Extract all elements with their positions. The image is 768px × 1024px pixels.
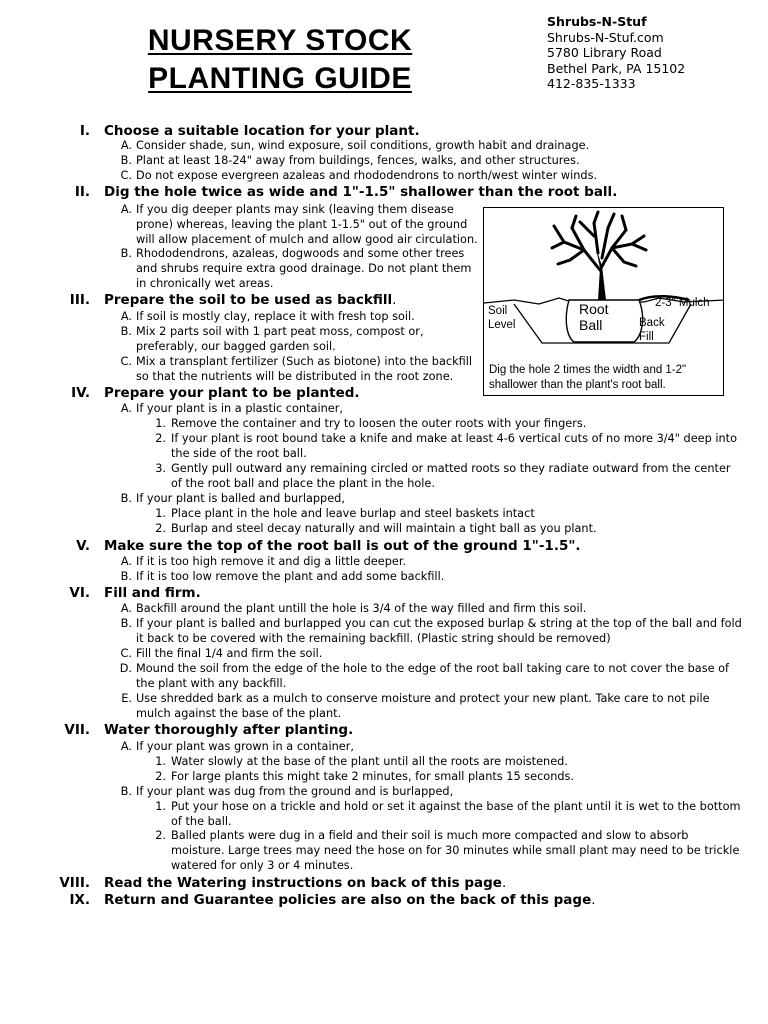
item-text: Consider shade, sun, wind exposure, soil conditions, growth habit and drainage. bbox=[136, 139, 590, 152]
item-text: Water slowly at the base of the plant until all the roots are moistened. bbox=[171, 755, 568, 768]
item-text: prone) whereas, leaving the plant 1-1.5" out of the ground bbox=[136, 218, 468, 231]
company-address: 5780 Library Road bbox=[547, 45, 662, 60]
item-marker: A. bbox=[120, 139, 132, 152]
item-marker: 1. bbox=[155, 755, 166, 768]
section-title: Choose a suitable location for your plant. bbox=[104, 123, 420, 139]
item-text: will allow placement of mulch and allow good air circulation. bbox=[136, 233, 478, 246]
section-number: III. bbox=[69, 292, 90, 308]
item-text: If it is too high remove it and dig a little deeper. bbox=[136, 555, 407, 568]
mulch-label: 2-3" Mulch bbox=[655, 297, 710, 309]
item-text: Do not expose evergreen azaleas and rhododendrons to north/west winter winds. bbox=[136, 169, 598, 182]
title-line-1: NURSERY STOCK bbox=[147, 24, 413, 57]
section-title: Prepare your plant to be planted. bbox=[104, 385, 360, 401]
item-text: and shrubs require extra good drainage. Do not plant them bbox=[136, 262, 472, 275]
backfill-label-line-2: Fill bbox=[639, 331, 654, 343]
company-name: Shrubs-N-Stuf bbox=[547, 14, 647, 29]
item-text: If it is too low remove the plant and add some backfill. bbox=[136, 570, 445, 583]
section-number: VI. bbox=[69, 585, 90, 601]
item-marker: C. bbox=[120, 355, 132, 368]
item-marker: B. bbox=[120, 617, 132, 630]
item-text: in chronically wet areas. bbox=[136, 277, 274, 290]
item-text: Plant at least 18-24" away from buildings, fences, walks, and other structures. bbox=[136, 154, 580, 167]
item-marker: C. bbox=[120, 647, 132, 660]
section-title: Read the Watering instructions on back of this page bbox=[104, 875, 502, 891]
section-heading bbox=[40, 892, 740, 908]
item-text: Remove the container and try to loosen the outer roots with your fingers. bbox=[171, 417, 587, 430]
company-website[interactable]: Shrubs-N-Stuf.com bbox=[547, 29, 664, 45]
item-text: Balled plants were dug in a field and their soil is much more compacted and slow to absorb bbox=[171, 829, 689, 842]
section-heading bbox=[40, 722, 740, 738]
item-marker: A. bbox=[120, 310, 132, 323]
item-text: so that the nutrients will be distributed in the root zone. bbox=[136, 370, 454, 383]
section-title: Fill and firm. bbox=[104, 585, 201, 601]
item-text: of the ball. bbox=[171, 815, 232, 828]
item-text: the side of the root ball. bbox=[171, 447, 307, 460]
item-text: preferably, our bagged garden soil. bbox=[136, 340, 336, 353]
section-heading bbox=[40, 538, 740, 554]
item-marker: 2. bbox=[155, 770, 166, 783]
company-phone: 412-835-1333 bbox=[547, 76, 636, 91]
item-text: of the root ball and place the plant in the hole. bbox=[171, 477, 435, 490]
section-number: VIII. bbox=[59, 875, 90, 891]
section-title: Return and Guarantee policies are also on the back of this page bbox=[104, 892, 592, 908]
item-text: Place plant in the hole and leave burlap and steel baskets intact bbox=[171, 507, 535, 520]
item-marker: 1. bbox=[155, 507, 166, 520]
section-number: V. bbox=[76, 538, 90, 554]
item-marker: 3. bbox=[155, 462, 166, 475]
item-marker: B. bbox=[120, 570, 132, 583]
item-text: mulch against the base of the plant. bbox=[136, 707, 342, 720]
item-text: it back to be covered with the remaining backfill. (Plastic string should be removed) bbox=[136, 632, 611, 645]
section-heading bbox=[40, 292, 740, 308]
section-number: VII. bbox=[64, 722, 90, 738]
caption-line-1: Dig the hole 2 times the width and 1-2" bbox=[489, 364, 687, 376]
section-title-end: . bbox=[591, 892, 596, 908]
item-text: Rhododendrons, azaleas, dogwoods and some other trees bbox=[136, 247, 465, 260]
soil-level-label bbox=[488, 304, 516, 332]
item-text: the plant with any backfill. bbox=[136, 677, 287, 690]
company-info bbox=[547, 14, 685, 92]
caption-line-2: shallower than the plant's root ball. bbox=[489, 378, 666, 391]
item-text: Mound the soil from the edge of the hole to the edge of the root ball taking care to not cover the base of bbox=[136, 662, 730, 675]
soil-label-line-2: Level bbox=[488, 319, 516, 331]
item-text: For large plants this might take 2 minutes, for small plants 15 seconds. bbox=[171, 770, 575, 783]
item-marker: E. bbox=[121, 692, 132, 705]
root-label-line-2: Ball bbox=[579, 317, 603, 333]
item-marker: B. bbox=[120, 492, 132, 505]
soil-label-line-1: Soil bbox=[488, 305, 508, 317]
item-marker: B. bbox=[120, 325, 132, 338]
item-marker: A. bbox=[120, 203, 132, 216]
item-text: Fill the final 1/4 and firm the soil. bbox=[136, 647, 323, 660]
backfill-label-line-1: Back bbox=[639, 317, 665, 329]
section-title-end: . bbox=[392, 292, 397, 308]
item-marker: B. bbox=[120, 785, 132, 798]
item-marker: A. bbox=[120, 740, 132, 753]
item-marker: 1. bbox=[155, 417, 166, 430]
item-text: If soil is mostly clay, replace it with fresh top soil. bbox=[136, 310, 415, 323]
item-marker: B. bbox=[120, 247, 132, 260]
item-text: If your plant was dug from the ground and is burlapped, bbox=[136, 785, 454, 798]
section-title: Make sure the top of the root ball is out of the ground 1"-1.5". bbox=[104, 538, 581, 554]
item-text: Mix a transplant fertilizer (Such as biotone) into the backfill bbox=[136, 355, 473, 368]
item-marker: D. bbox=[119, 662, 132, 675]
item-marker: 2. bbox=[155, 432, 166, 445]
title-line-2: PLANTING GUIDE bbox=[148, 62, 412, 95]
back-fill-label bbox=[639, 316, 665, 344]
item-text: Mix 2 parts soil with 1 part peat moss, compost or, bbox=[136, 325, 424, 338]
section-title: Water thoroughly after planting. bbox=[104, 722, 354, 738]
item-marker: 2. bbox=[155, 829, 166, 842]
section-number: I. bbox=[79, 123, 90, 139]
item-text: If your plant is balled and burlapped, bbox=[136, 492, 345, 505]
section-heading bbox=[40, 123, 740, 139]
item-marker: C. bbox=[120, 169, 132, 182]
section-heading bbox=[40, 385, 740, 401]
item-text: If your plant is in a plastic container, bbox=[136, 402, 343, 415]
section-title: Dig the hole twice as wide and 1"-1.5" shallower than the root ball. bbox=[104, 184, 618, 200]
company-city: Bethel Park, PA 15102 bbox=[547, 60, 686, 76]
item-marker: A. bbox=[120, 402, 132, 415]
item-marker: B. bbox=[120, 154, 132, 167]
item-text: Put your hose on a trickle and hold or set it against the base of the plant until it is wet to the bottom bbox=[171, 800, 741, 813]
section-number: IX. bbox=[69, 892, 90, 908]
item-text: Gently pull outward any remaining circled or matted roots so they radiate outward from the center bbox=[171, 462, 731, 475]
item-marker: 2. bbox=[155, 522, 166, 535]
section-heading bbox=[40, 875, 740, 891]
root-label-line-1: Root bbox=[579, 301, 609, 317]
item-text: watered for only 3 or 4 minutes. bbox=[171, 859, 354, 872]
section-heading bbox=[40, 184, 740, 200]
item-text: Use shredded bark as a mulch to conserve moisture and protect your new plant. Take care to not pile bbox=[136, 692, 710, 705]
item-text: If your plant is root bound take a knife and make at least 4-6 vertical cuts of no more 3/4" deep into bbox=[171, 432, 738, 445]
item-text: If you dig deeper plants may sink (leaving them disease bbox=[136, 203, 454, 216]
item-text: If your plant was grown in a container, bbox=[136, 740, 354, 753]
section-heading bbox=[40, 585, 740, 601]
item-text: Backfill around the plant untill the hole is 3/4 of the way filled and firm this soil. bbox=[136, 602, 587, 615]
item-marker: A. bbox=[120, 602, 132, 615]
section-title: Prepare the soil to be used as backfill bbox=[104, 292, 393, 308]
item-text: moisture. Large trees may need the hose on for 30 minutes while small plant may need to be trickle bbox=[171, 844, 740, 857]
item-marker: A. bbox=[120, 555, 132, 568]
item-text: Burlap and steel decay naturally and will maintain a tight ball as you plant. bbox=[171, 522, 597, 535]
section-number: IV. bbox=[71, 385, 90, 401]
page-title bbox=[110, 22, 450, 98]
section-title-end: . bbox=[501, 875, 507, 891]
item-marker: 1. bbox=[155, 800, 166, 813]
item-text: If your plant is balled and burlapped you can cut the exposed burlap & string at the top of the ball and fold bbox=[136, 617, 742, 630]
section-number: II. bbox=[74, 184, 90, 200]
